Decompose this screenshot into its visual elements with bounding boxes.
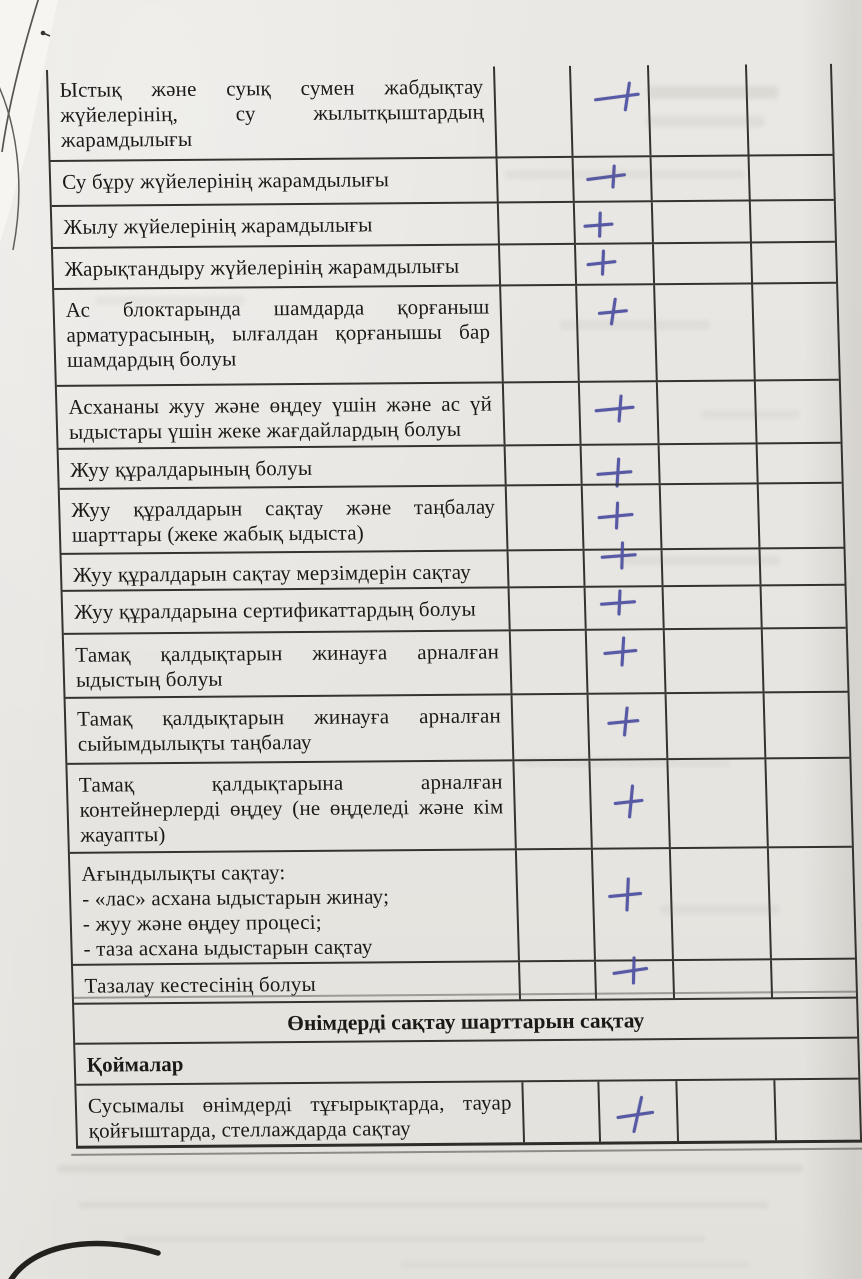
empty-cell — [767, 848, 855, 959]
empty-cell — [521, 1082, 599, 1143]
word: ылғалдан — [231, 320, 319, 346]
check-cell — [587, 694, 666, 759]
question-line: Тазалау кестесінің болуы — [84, 971, 317, 998]
question-cell — [48, 66, 495, 159]
question-line: - «лас» асхана ыдыстарын жинау; — [81, 884, 390, 911]
empty-cell — [759, 549, 845, 585]
word: қалдықтарына — [211, 770, 344, 796]
question-line — [68, 392, 492, 420]
handwritten-plus-mark — [600, 589, 637, 615]
question-line: Жуу құралдарына сертификаттардың болуы — [73, 596, 477, 624]
empty-cell — [515, 850, 595, 961]
question-cell — [59, 446, 505, 487]
question-line — [71, 494, 495, 522]
question-line: қойғыштарда, стеллаждарда сақтау — [88, 1116, 412, 1143]
word: Тамақ — [75, 642, 131, 667]
empty-cell — [507, 588, 585, 630]
empty-cell — [760, 586, 846, 628]
question-line: ыдыстары үшін жеке жағдайлардың болуы — [68, 416, 462, 444]
check-cell — [573, 202, 652, 243]
handwritten-plus-mark — [586, 250, 617, 276]
empty-cell — [652, 243, 752, 283]
word: қалдықтарын — [161, 705, 285, 731]
word: және — [345, 495, 392, 520]
empty-cell — [647, 65, 748, 156]
question-line: Жуу құралдарының болуы — [69, 455, 313, 482]
question-line — [79, 794, 503, 822]
bleedthrough-mark — [700, 410, 800, 419]
question-line: сыйымдылықты таңбалау — [77, 729, 312, 756]
fold-line — [2, 0, 40, 152]
word: жинауға — [313, 704, 390, 729]
ink-dot — [41, 31, 46, 36]
question-line — [79, 769, 503, 797]
empty-cell — [504, 486, 582, 550]
bleedthrough-mark — [520, 758, 730, 767]
table-row — [64, 627, 848, 697]
handwritten-plus-mark — [613, 784, 644, 818]
check-cell — [591, 849, 672, 960]
word: қалдықтарын — [160, 641, 283, 667]
empty-cell — [663, 629, 763, 692]
word: және — [385, 391, 432, 417]
bleedthrough-mark — [560, 320, 710, 330]
question-cell — [63, 588, 509, 632]
word: өңделеді — [329, 795, 410, 820]
check-cell — [581, 485, 660, 549]
empty-cell — [757, 484, 843, 548]
question-line: Су бұру жүйелерінің жарамдылығы — [61, 167, 390, 194]
empty-cell — [761, 629, 847, 692]
question-line: жарамдылығы — [60, 126, 193, 152]
word: сумен — [300, 75, 355, 100]
question-cell — [70, 850, 518, 963]
empty-cell — [498, 245, 576, 285]
empty-cell — [502, 383, 580, 445]
table-row — [66, 691, 850, 763]
question-line: Жарықтандыру жүйелерінің жарамдылығы — [64, 253, 460, 281]
empty-cell — [748, 156, 834, 200]
table-row — [59, 442, 842, 488]
word: шамдарда — [273, 295, 365, 321]
empty-cell — [745, 64, 832, 155]
empty-cell — [665, 693, 765, 758]
bleedthrough-mark — [400, 1262, 750, 1268]
empty-cell — [756, 444, 842, 483]
word: арналған — [418, 703, 502, 729]
empty-cell — [497, 203, 575, 244]
bleedthrough-mark — [78, 1202, 768, 1208]
empty-cell — [509, 631, 587, 694]
word: жабдықтау — [383, 74, 484, 100]
bleedthrough-mark — [648, 86, 778, 99]
check-cell — [584, 587, 663, 629]
empty-cell — [506, 551, 584, 587]
word: тұғырықтарда, — [310, 1090, 445, 1116]
word: су — [235, 101, 256, 126]
section-header-row — [74, 997, 857, 1043]
check-cell — [589, 760, 669, 848]
word: тауар — [462, 1090, 512, 1115]
table-row — [52, 199, 835, 247]
empty-cell — [749, 201, 835, 242]
empty-cell — [499, 286, 578, 382]
word: Ыстық — [59, 77, 123, 102]
empty-cell — [660, 549, 759, 585]
word: Жуу — [70, 497, 112, 522]
bleedthrough-mark — [58, 1165, 803, 1172]
word: және — [418, 794, 465, 820]
check-cell — [574, 244, 653, 284]
word: арналған — [420, 769, 504, 795]
handwritten-plus-mark — [612, 956, 649, 984]
bleedthrough-mark — [620, 556, 780, 565]
empty-cell — [662, 586, 762, 628]
word: блоктарында — [122, 296, 242, 322]
question-cell — [52, 203, 498, 246]
empty-cell — [658, 444, 758, 483]
word: контейнерлерді — [79, 796, 221, 822]
word: жинауға — [311, 640, 388, 665]
ink-dot-tail — [43, 33, 50, 36]
word: арналған — [416, 639, 500, 665]
table-row — [67, 757, 851, 852]
empty-cell — [675, 1080, 775, 1141]
empty-cell — [763, 693, 849, 758]
question-line: шарттары (жеке жабық ыдыста) — [71, 520, 365, 547]
bleedthrough-mark — [646, 116, 764, 127]
check-cell — [598, 1081, 677, 1142]
word: ас — [440, 391, 461, 416]
question-cell — [51, 158, 497, 204]
word: Тамақ — [76, 706, 133, 731]
question-cell — [53, 245, 499, 287]
word: өңдеу — [269, 392, 323, 418]
word: үй — [469, 391, 493, 416]
word: жылытқыштардың — [312, 99, 485, 125]
question-line — [77, 703, 501, 731]
word: суық — [225, 76, 272, 101]
question-line — [88, 1090, 512, 1118]
table-row — [76, 1078, 860, 1146]
question-line: Жуу құралдарын сақтау мерзімдерін сақтау — [72, 559, 472, 587]
handwritten-plus-mark — [594, 81, 641, 111]
word: құралдарын — [132, 496, 243, 522]
empty-cell — [510, 695, 588, 760]
word: Ас — [65, 297, 91, 322]
handwritten-plus-mark — [608, 877, 643, 911]
word: өңдеу — [229, 796, 283, 821]
check-cell — [578, 382, 657, 444]
table-row — [63, 584, 846, 633]
handwritten-plus-mark — [598, 501, 635, 529]
word: және — [151, 76, 197, 102]
empty-cell — [750, 243, 836, 283]
empty-cell — [651, 201, 751, 242]
page-curl-mark — [8, 1243, 158, 1279]
bleedthrough-mark — [95, 296, 245, 305]
word: үшін — [331, 392, 377, 417]
empty-cell — [669, 848, 771, 959]
question-cell — [76, 1082, 522, 1145]
check-cell — [572, 157, 651, 201]
table-row — [51, 154, 834, 205]
word: сақтау — [264, 495, 324, 521]
empty-cell — [659, 484, 759, 548]
word: қорғанышы — [334, 319, 443, 345]
empty-cell — [493, 66, 572, 157]
check-cell — [585, 630, 664, 693]
question-cell — [66, 695, 513, 762]
handwritten-plus-mark — [595, 394, 636, 422]
empty-cell — [495, 158, 573, 202]
fold-line — [0, 80, 19, 250]
table-row — [60, 482, 844, 553]
word: жуу — [168, 393, 206, 419]
word: жүйелерінің, — [59, 101, 179, 127]
check-cell — [569, 65, 649, 156]
question-cell — [64, 631, 510, 696]
table-row — [53, 241, 836, 288]
check-cell — [580, 445, 659, 484]
word: және — [214, 393, 261, 418]
section-header-text: Өнімдерді сақтау шарттарын сақтау — [286, 1008, 645, 1036]
word: Тамақ — [78, 772, 135, 797]
empty-cell — [765, 759, 852, 847]
question-cell — [67, 761, 514, 851]
question-cell — [62, 551, 508, 589]
check-cell — [575, 285, 655, 381]
word: кім — [473, 794, 504, 819]
question-cell — [60, 486, 506, 552]
empty-cell — [752, 284, 839, 380]
bleedthrough-mark — [505, 170, 745, 179]
question-line: жауапты) — [80, 822, 166, 847]
question-line — [66, 320, 490, 348]
word: (не — [291, 795, 321, 821]
word: Сусымалы — [87, 1092, 185, 1118]
question-line: - таза асхана ыдыстарын сақтау — [83, 934, 373, 961]
word: арматурасының, — [66, 321, 216, 347]
word: өнімдерді — [202, 1092, 293, 1117]
checklist-table — [46, 64, 862, 1149]
question-line — [60, 100, 484, 128]
table-row — [61, 547, 844, 590]
empty-cell — [503, 446, 581, 485]
word: таңбалау — [413, 494, 496, 520]
question-line — [75, 639, 499, 667]
empty-cell — [653, 284, 754, 380]
page-curl-decoration — [0, 1219, 220, 1279]
word: Асхананы — [68, 394, 160, 419]
question-cell — [57, 383, 503, 447]
subsection-header-text: Қоймалар — [86, 1051, 184, 1077]
empty-cell — [666, 759, 767, 847]
handwritten-plus-mark — [583, 212, 614, 238]
question-line: - жуу және өңдеу процесі; — [82, 909, 323, 936]
empty-cell — [774, 1080, 860, 1141]
handwritten-plus-mark — [607, 706, 640, 736]
empty-cell — [512, 761, 591, 849]
question-line: шамдардың болуы — [66, 346, 237, 372]
question-line: Жылу жүйелерінің жарамдылығы — [63, 212, 373, 239]
question-line — [59, 75, 483, 103]
word: бар — [458, 319, 491, 344]
table-row — [48, 64, 832, 160]
handwritten-plus-mark — [616, 1095, 655, 1133]
word: қорғаныш — [396, 294, 490, 320]
question-line: ыдыстың болуы — [75, 666, 223, 692]
subsection-header-row — [75, 1037, 858, 1084]
handwritten-plus-mark — [603, 636, 638, 666]
bleedthrough-mark — [125, 1236, 705, 1242]
question-line: Ағындылықты сақтау: — [81, 860, 286, 886]
bleedthrough-mark — [660, 905, 780, 914]
